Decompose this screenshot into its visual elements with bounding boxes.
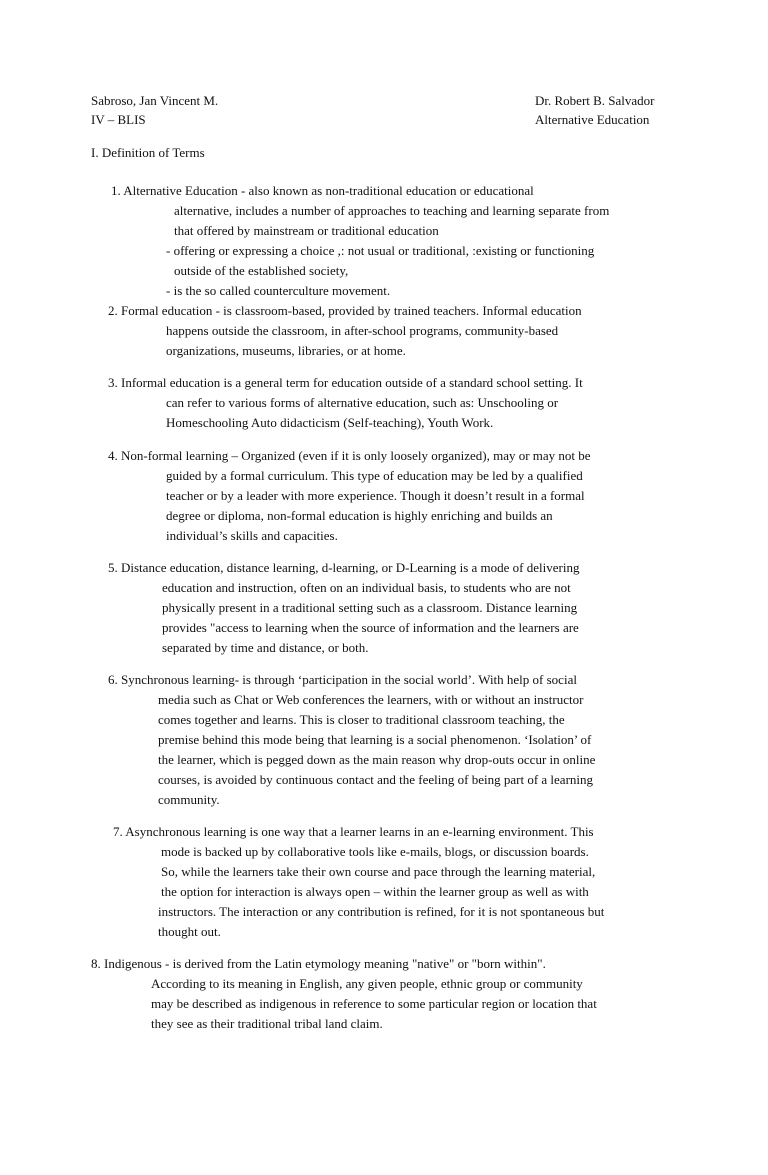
term-line: physically present in a traditional setting such as a classroom. Distance learning <box>162 600 578 615</box>
term-line: premise behind this mode being that learning is a social phenomenon. ‘Isolation’ of <box>158 732 592 747</box>
term-line: thought out. <box>158 924 221 939</box>
course-label: IV – BLIS <box>91 112 146 127</box>
student-name: Sabroso, Jan Vincent M. <box>91 93 219 108</box>
term-line: instructors. The interaction or any contribution is refined, for it is not spontaneous but <box>158 904 605 919</box>
term-line: separated by time and distance, or both. <box>162 640 369 655</box>
term-line: they see as their traditional tribal land claim. <box>151 1016 383 1031</box>
section-title: I. Definition of Terms <box>91 145 205 160</box>
term-line: teacher or by a leader with more experience. Though it doesn’t result in a formal <box>166 488 585 503</box>
term-line: degree or diploma, non-formal education is highly enriching and builds an <box>166 508 553 523</box>
term-line: According to its meaning in English, any given people, ethnic group or community <box>151 976 583 991</box>
term-line: may be described as indigenous in reference to some particular region or location that <box>151 996 597 1011</box>
term-line: organizations, museums, libraries, or at home. <box>166 343 406 358</box>
term-line: outside of the established society, <box>174 263 349 278</box>
term-line: individual’s skills and capacities. <box>166 528 338 543</box>
term-line: that offered by mainstream or traditional education <box>174 223 439 238</box>
term-line: guided by a formal curriculum. This type of education may be led by a qualified <box>166 468 583 483</box>
term-line: 8. Indigenous - is derived from the Latin etymology meaning "native" or "born within". <box>91 956 546 971</box>
term-line: So, while the learners take their own course and pace through the learning material, <box>161 864 596 879</box>
term-line: 7. Asynchronous learning is one way that a learner learns in an e-learning environment. This <box>113 824 594 839</box>
instructor-name: Dr. Robert B. Salvador <box>535 93 655 108</box>
subject-label: Alternative Education <box>535 112 650 127</box>
term-line: - is the so called counterculture movement. <box>166 283 391 298</box>
term-line: mode is backed up by collaborative tools like e-mails, blogs, or discussion boards. <box>161 844 589 859</box>
term-line: provides "access to learning when the source of information and the learners are <box>162 620 579 635</box>
term-line: 1. Alternative Education - also known as non-traditional education or educational <box>111 183 534 198</box>
term-line: 5. Distance education, distance learning, d-learning, or D-Learning is a mode of delivering <box>108 560 580 575</box>
term-line: can refer to various forms of alternative education, such as: Unschooling or <box>166 395 559 410</box>
term-line: courses, is avoided by continuous contact and the feeling of being part of a learning <box>158 772 594 787</box>
term-line: the option for interaction is always open – within the learner group as well as with <box>161 884 589 899</box>
term-line: community. <box>158 792 220 807</box>
term-line: 6. Synchronous learning- is through ‘participation in the social world’. With help of social <box>108 672 577 687</box>
term-line: education and instruction, often on an individual basis, to students who are not <box>162 580 571 595</box>
term-line: happens outside the classroom, in after-school programs, community-based <box>166 323 559 338</box>
term-line: 4. Non-formal learning – Organized (even if it is only loosely organized), may or may not be <box>108 448 591 463</box>
term-line: alternative, includes a number of approaches to teaching and learning separate from <box>174 203 610 218</box>
term-line: comes together and learns. This is closer to traditional classroom teaching, the <box>158 712 565 727</box>
term-line: Homeschooling Auto didacticism (Self-teaching), Youth Work. <box>166 415 494 430</box>
term-line: - offering or expressing a choice ,: not usual or traditional, :existing or functioning <box>166 243 595 258</box>
term-line: the learner, which is pegged down as the main reason why drop-outs occur in online <box>158 752 596 767</box>
term-line: media such as Chat or Web conferences the learners, with or without an instructor <box>158 692 584 707</box>
term-line: 2. Formal education - is classroom-based, provided by trained teachers. Informal education <box>108 303 582 318</box>
term-line: 3. Informal education is a general term for education outside of a standard school setting. It <box>108 375 583 390</box>
